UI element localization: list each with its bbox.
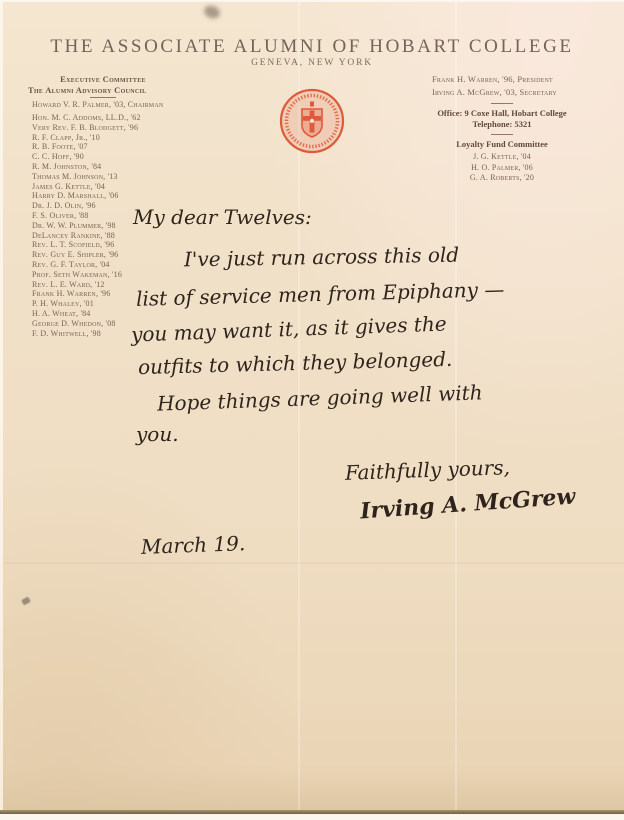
- scan-speck: [21, 596, 31, 605]
- committee-member: Prof. Seth Wakeman, '16: [32, 269, 123, 279]
- letter-closing: Faithfully yours,: [344, 455, 511, 485]
- scan-edge-left: [0, 2, 3, 814]
- officer-line: Frank H. Warren, '96, President: [432, 74, 553, 84]
- committee-member: C. C. Hoff, '90: [32, 152, 84, 162]
- letter-body-line: list of service men from Epiphany —: [135, 277, 505, 311]
- letter-paper: [0, 2, 624, 814]
- divider-rule: [491, 103, 513, 104]
- committee-member: H. A. Wheat, '84: [32, 308, 91, 318]
- committee-member: Thomas M. Johnson, '13: [32, 171, 118, 181]
- loyalty-fund-member: G. A. Roberts, '20: [469, 173, 535, 182]
- committee-member: Hon. M. C. Addoms, LL.D., '62: [32, 113, 141, 122]
- loyalty-fund-member: J. G. Kettle, '04: [473, 152, 531, 161]
- chairman-line: Howard V. R. Palmer, '03, Chairman: [32, 100, 164, 109]
- letter-salutation: My dear Twelves:: [133, 205, 312, 229]
- executive-committee-heading: Executive Committee: [60, 74, 146, 84]
- committee-member: F. D. Whitwell, '98: [32, 328, 101, 338]
- letterhead-subtitle: GENEVA, NEW YORK: [251, 58, 373, 68]
- horizontal-fold-line: [0, 562, 624, 564]
- committee-member: Rev. L. E. Ward, '12: [32, 279, 105, 289]
- committee-member: Rev. L. T. Scofield, '96: [32, 240, 115, 250]
- committee-member: James G. Kettle, '04: [32, 181, 106, 191]
- letter-body-line: you may want it, as it gives the: [130, 311, 447, 347]
- office-address-line: Office: 9 Coxe Hall, Hobart College: [437, 108, 567, 118]
- officers-block: [406, 73, 598, 184]
- committee-member: Rev. G. F. Taylor, '04: [32, 259, 110, 269]
- signature: Irving A. McGrew: [359, 483, 577, 525]
- committee-member: F. S. Oliver, '88: [32, 210, 89, 220]
- letter-body-line: outfits to which they belonged.: [137, 346, 453, 380]
- committee-member: P. H. Whaley, '01: [32, 299, 94, 309]
- college-seal: [279, 88, 345, 154]
- committee-member: Dr. J. D. Olin, '96: [32, 201, 96, 211]
- college-seal-icon: [279, 88, 345, 154]
- officer-line: Irving A. McGrew, '03, Secretary: [432, 87, 557, 97]
- committee-member: Harry D. Marshall, '06: [32, 191, 119, 201]
- office-telephone-line: Telephone: 5321: [472, 119, 532, 129]
- letter-body-line: I've just run across this old: [183, 242, 460, 272]
- divider-rule: [90, 97, 116, 98]
- committee-member: Frank H. Warren, '96: [32, 289, 111, 299]
- committee-member: Very Rev. F. B. Blodgett, '96: [32, 122, 139, 132]
- committee-member: Rev. Guy E. Shipler, '96: [32, 250, 119, 260]
- divider-rule: [491, 134, 513, 135]
- loyalty-fund-committee-heading: Loyalty Fund Committee: [456, 139, 548, 149]
- letter-body-line: Hope things are going well with: [156, 380, 483, 416]
- scan-edge-bottom: [0, 810, 624, 814]
- letter-date: March 19.: [140, 531, 246, 559]
- letterhead-title: THE ASSOCIATE ALUMNI OF HOBART COLLEGE: [50, 36, 574, 57]
- committee-member: R. F. Clapp, Jr., '10: [32, 132, 100, 142]
- scan-smudge: [202, 4, 221, 21]
- committee-member: Dr. W. W. Plummer, '98: [32, 220, 116, 230]
- committee-member: R. B. Foote, '07: [32, 142, 88, 152]
- officer-list: [432, 73, 598, 99]
- loyalty-fund-member-list: [406, 152, 598, 184]
- committee-member: R. M. Johnston, '84: [32, 161, 102, 171]
- committee-member: George D. Whedon, '08: [32, 318, 116, 328]
- letter-body-line: you.: [136, 422, 179, 446]
- alumni-advisory-council-heading: The Alumni Advisory Council: [28, 85, 147, 95]
- loyalty-fund-member: H. O. Palmer, '06: [471, 162, 533, 172]
- committee-member: DeLancey Rankine, '88: [32, 230, 115, 240]
